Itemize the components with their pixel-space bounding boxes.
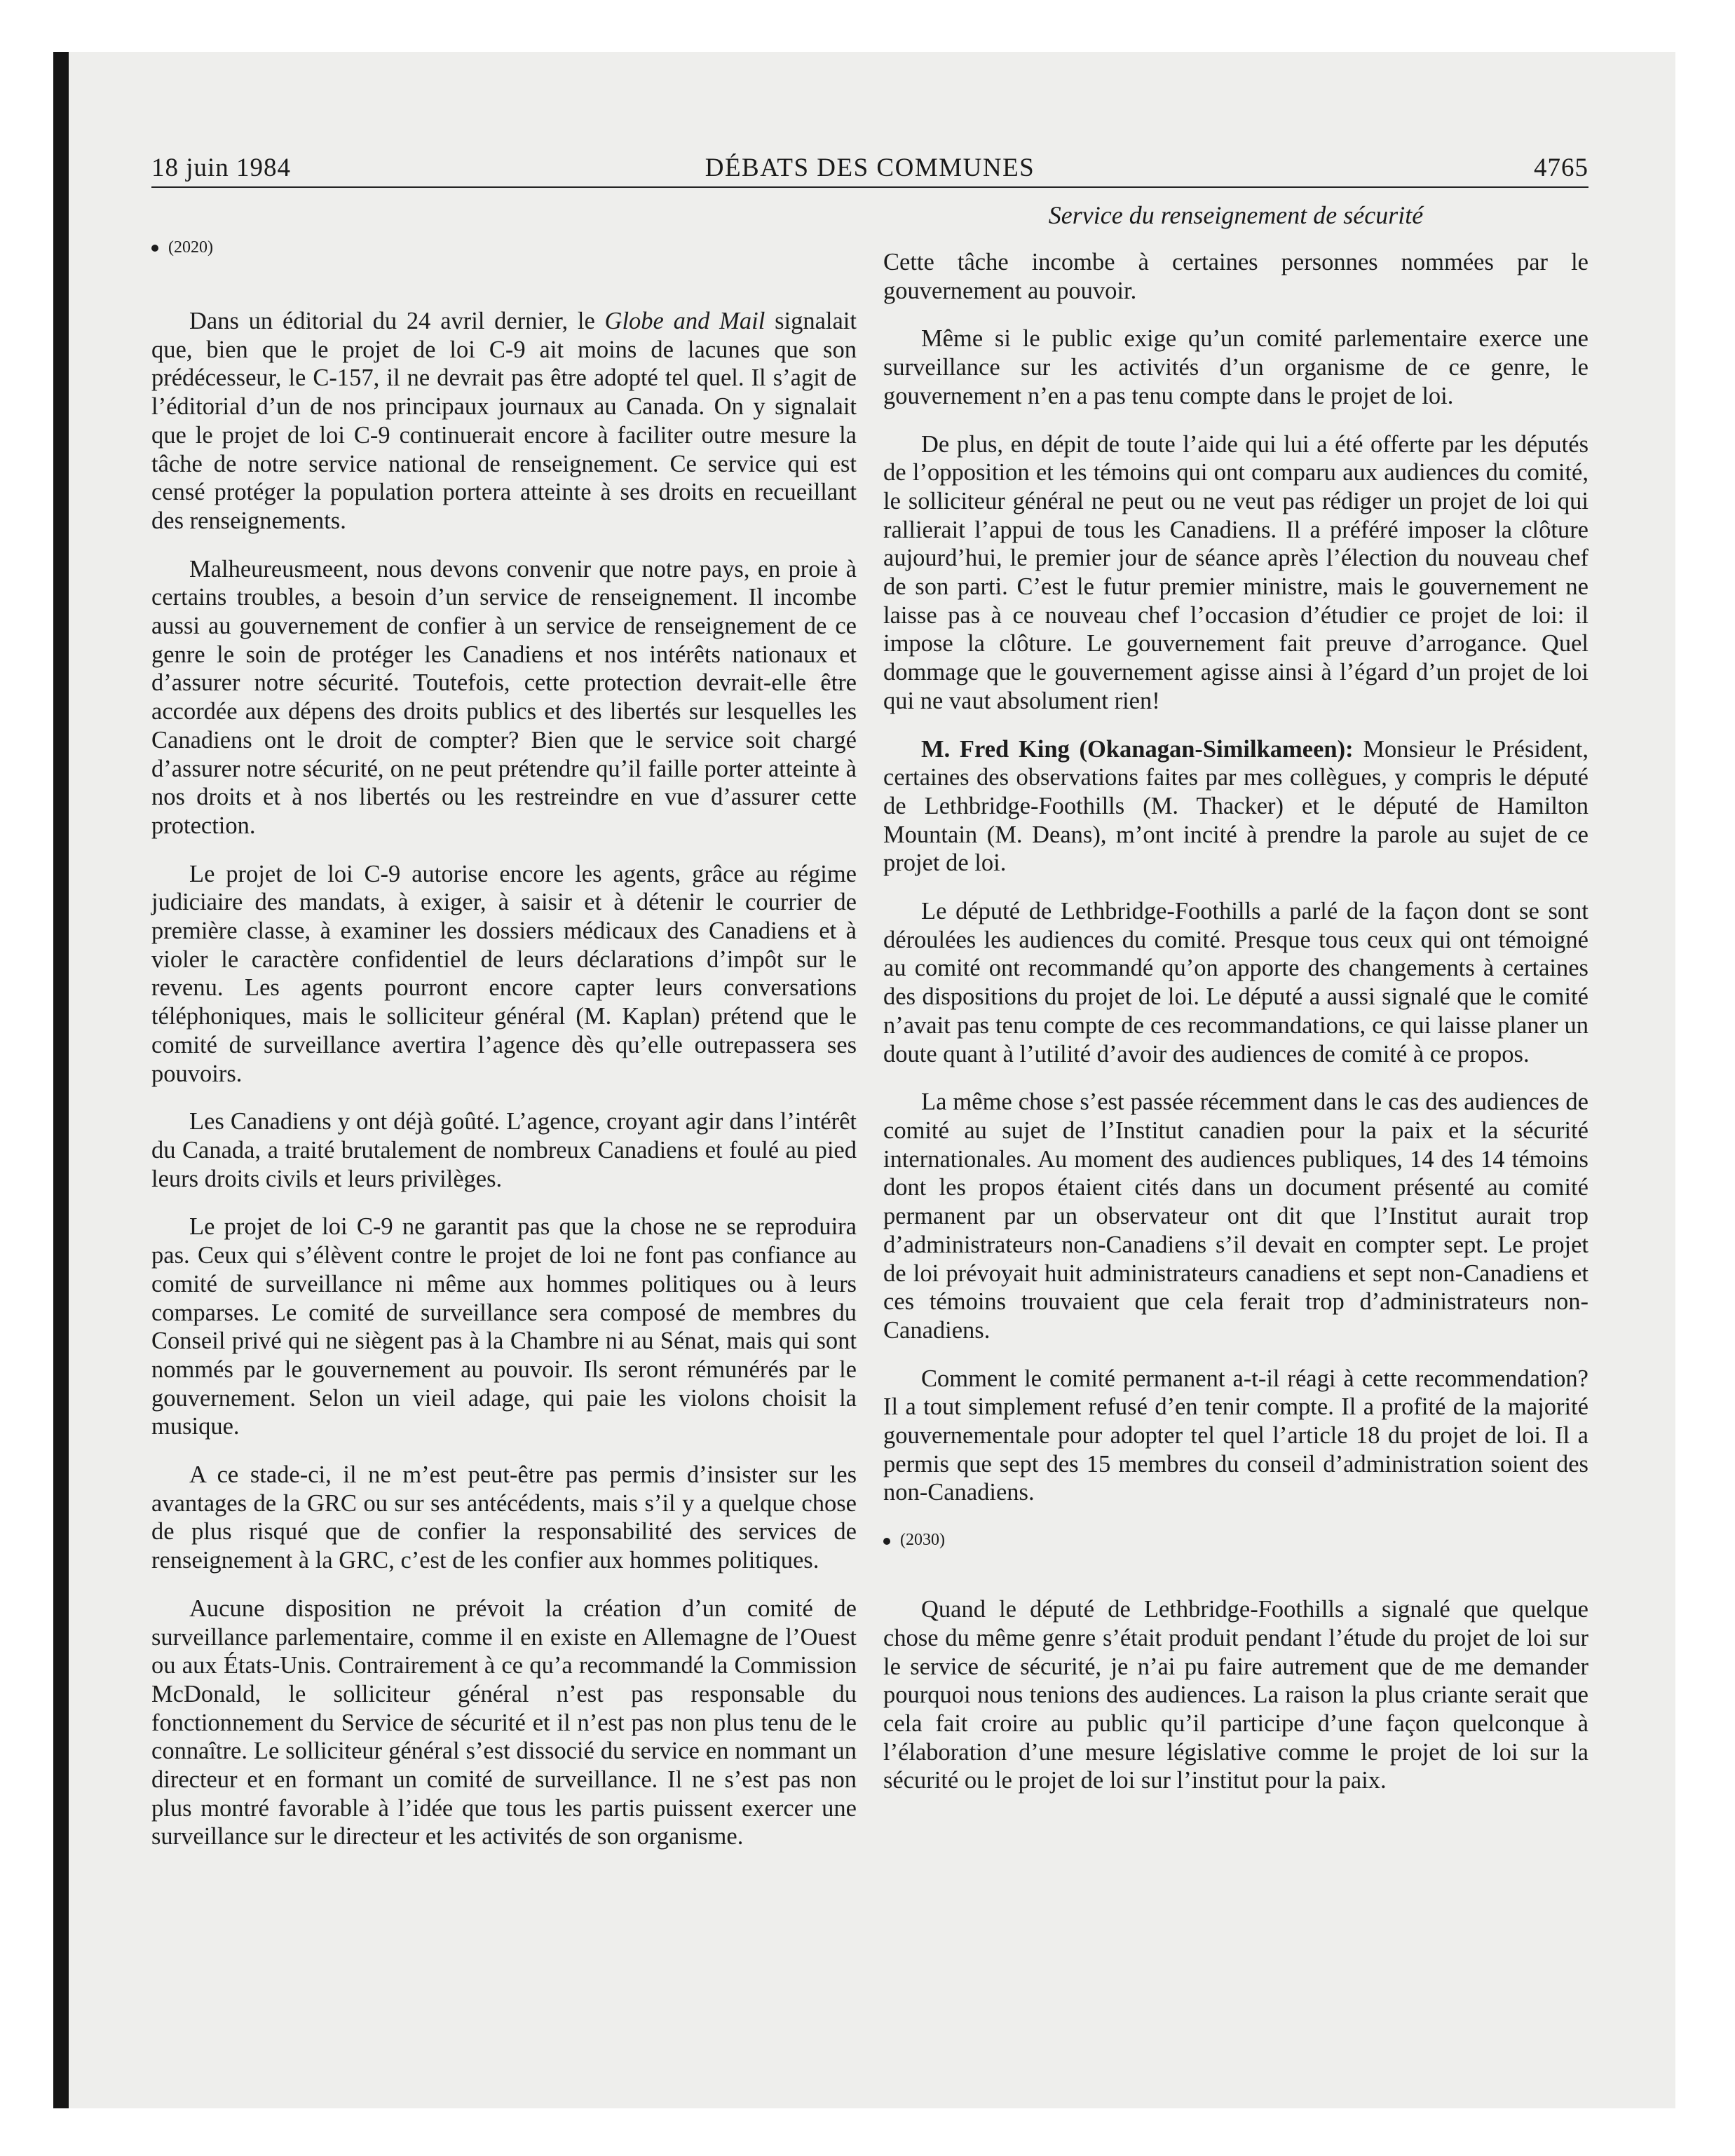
paragraph: A ce stade-ci, il ne m’est peut-être pas permis d’insister sur les avantages de la GRC ou sur ses antécédents, mais s’il y a quelque chose de plus risqué que de confier la responsabilité des services de renseignement à la GRC, c’est de les confier aux hommes politiques.	[151, 1461, 857, 1574]
header-rule	[151, 186, 1588, 188]
time-marker-text: (2020)	[168, 238, 213, 257]
paragraph: Quand le député de Lethbridge-Foothills a signalé que quelque chose du même genre s’était produit pendant l’étude du projet de loi sur le service de sécurité, je n’ai pu faire autrement que de me demander pourquoi nous tenions des audiences. La raison la plus criante serait que cela fait croire au public qu’il participe d’une façon quelconque à l’élaboration d’une mesure législative comme le projet de loi sur la sécurité ou le projet de loi sur l’institut pour la paix.	[883, 1596, 1588, 1794]
paragraph-text: Dans un éditorial du 24 avril dernier, le	[189, 308, 605, 334]
paragraph-text: signalait que, bien que le projet de loi C-9 ait moins de lacunes que son prédécesseur, le C-157, il ne devrait pas être adopté tel quel. Il s’agit de l’éditorial d’un de nos principaux journaux au Canada. On y signalait que le projet de loi C-9 continuerait encore à faciliter outre mesure la tâche de notre service national de renseignement. Ce service qui est censé protéger la population portera atteinte à ses droits en recueillant des renseignements.	[151, 308, 857, 534]
paragraph	[151, 307, 857, 535]
paragraph: Malheureusmeent, nous devons convenir que notre pays, en proie à certains troubles, a besoin d’un service de renseignement. Il incombe aussi au gouvernement de confier à un service de renseignement de ce genre le soin de protéger les Canadiens et nos intérêts nationaux et d’assurer notre sécurité. Toutefois, cette protection devrait-elle être accordée aux dépens des droits publics et des libertés sur lesquelles les Canadiens ont le droit de compter? Bien que le service soit chargé d’assurer notre sécurité, on ne peut prétendre qu’il faille porter atteinte à nos droits et à nos libertés ou les restreindre en vue d’assurer cette protection.	[151, 555, 857, 839]
newspaper-title: Globe and Mail	[604, 308, 766, 334]
paragraph: Le projet de loi C-9 ne garantit pas que la chose ne se reproduira pas. Ceux qui s’élèvent contre le projet de loi ne font pas confiance au comité de surveillance ni même aux hommes politiques ou à leurs comparses. Le comité de surveillance sera composé de membres du Conseil privé qui ne siègent pas à la Chambre ni au Sénat, mais qui sont nommés par le gouvernement au pouvoir. Ils seront rémunérés par le gouvernement. Selon un vieil adage, qui paie les violons choisit la musique.	[151, 1213, 857, 1440]
header-title: DÉBATS DES COMMUNES	[705, 153, 1035, 182]
paragraph-text: Monsieur le Président, certaines des observations faites par mes collègues, y compris le député de Lethbridge-Foothills (M. Thacker) et le député de Hamilton Mountain (M. Deans), m’ont incité à prendre la parole au sujet de ce projet de loi.	[883, 735, 1588, 877]
paragraph: Le député de Lethbridge-Foothills a parlé de la façon dont se sont déroulées les audiences du comité. Presque tous ceux qui ont témoigné au comité ont recommandé qu’on apporte des changements à certaines des dispositions du projet de loi. Le député a aussi signalé que le comité n’avait pas tenu compte de ces recommandations, ce qui laisse planer un doute quant à l’utilité d’avoir des audiences de comité à ce propos.	[883, 898, 1588, 1067]
scanned-page	[53, 52, 1675, 2108]
time-marker	[151, 237, 857, 258]
paragraph: Cette tâche incombe à certaines personnes nommées par le gouvernement au pouvoir.	[883, 249, 1588, 304]
time-marker	[883, 1529, 1588, 1550]
speaker-paragraph	[883, 735, 1588, 878]
paragraph: Les Canadiens y ont déjà goûté. L’agence, croyant agir dans l’intérêt du Canada, a traité brutalement de nombreux Canadiens et foulé au pied leurs droits civils et leurs privilèges.	[151, 1108, 857, 1192]
left-column	[151, 237, 857, 1871]
paragraph: La même chose s’est passée récemment dans le cas des audiences de comité au sujet de l’Institut canadien pour la paix et la sécurité internationales. Au moment des audiences publiques, 14 des 14 témoins dont les propos étaient cités dans un document présenté au comité permanent par un observateur ont dit que l’Institut aurait trop d’administrateurs non-Canadiens s’il devait en compter sept. Le projet de loi prévoyait huit administrateurs canadiens et sept non-Canadiens et ces témoins trouvaient que cela ferait trop d’administrateurs non-Canadiens.	[883, 1089, 1588, 1344]
paragraph: Comment le comité permanent a-t-il réagi à cette recommendation? Il a tout simplement refusé d’en tenir compte. Il a profité de la majorité gouvernementale pour adopter tel quel l’article 18 du projet de loi. Il a permis que sept des 15 membres du conseil d’administration soient des non-Canadiens.	[883, 1365, 1588, 1506]
paragraph: De plus, en dépit de toute l’aide qui lui a été offerte par les députés de l’opposition et les témoins qui ont comparu aux audiences du comité, le solliciteur général ne peut ou ne veut pas rédiger un projet de loi qui rallierait l’appui de tous les Canadiens. Il a préféré imposer la clôture aujourd’hui, le premier jour de séance après l’élection du nouveau chef de son parti. C’est le futur premier ministre, mais le gouvernement ne laisse pas à ce nouveau chef l’occasion d’étudier ce projet de loi: il impose la clôture. Le gouvernement fait preuve d’arrogance. Quel dommage que le gouvernement agisse ainsi à l’égard d’un projet de loi qui ne vaut absolument rien!	[883, 430, 1588, 714]
paragraph: Même si le public exige qu’un comité parlementaire exerce une surveillance sur les activités d’un organisme de ce genre, le gouvernement n’en a pas tenu compte dans le projet de loi.	[883, 325, 1588, 409]
speaker-name: M. Fred King (Okanagan-Similkameen):	[921, 735, 1354, 763]
paragraph: Le projet de loi C-9 autorise encore les agents, grâce au régime judiciaire des mandats, à exiger, à saisir et à détenir le courrier de première classe, à examiner les dossiers médicaux des Canadiens et à violer le caractère confidentiel de leurs déclarations d’impôt sur le revenu. Les agents pourront encore capter leurs conversations téléphoniques, mais le solliciteur général (M. Kaplan) prétend que le comité de surveillance avertira l’agence dès qu’elle outrepassera ses pouvoirs.	[151, 860, 857, 1087]
header-date: 18 juin 1984	[151, 153, 292, 182]
page-number: 4765	[1534, 153, 1588, 182]
section-title: Service du renseignement de sécurité	[1048, 201, 1424, 229]
bullet-icon	[883, 1538, 890, 1545]
bullet-icon	[151, 245, 158, 252]
right-column	[883, 248, 1588, 1815]
time-marker-text: (2030)	[900, 1531, 945, 1550]
paragraph: Aucune disposition ne prévoit la création d’un comité de surveillance parlementaire, comme il en existe en Allemagne de l’Ouest ou aux États-Unis. Contrairement à ce qu’a recommandé la Commission McDonald, le solliciteur général n’est pas responsable du fonctionnement du Service de sécurité et il n’est pas non plus tenu de le connaître. Le solliciteur général s’est dissocié du service en nommant un directeur et en formant un comité de surveillance. Il ne s’est pas non plus montré favorable à l’idée que tous les partis puissent exercer une surveillance sur le directeur et les activités de son organisme.	[151, 1595, 857, 1850]
binding-edge	[53, 52, 69, 2108]
